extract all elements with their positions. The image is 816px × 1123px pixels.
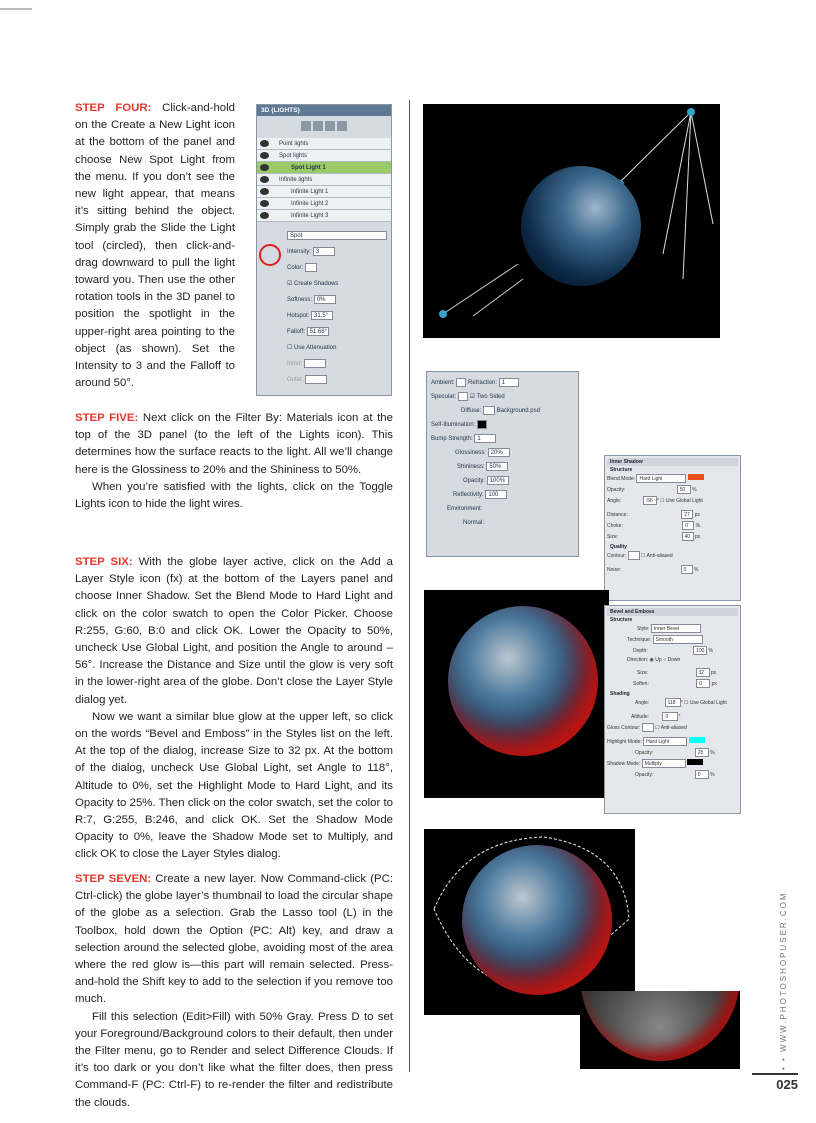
globe: [521, 166, 641, 286]
self-illum-swatch[interactable]: [477, 420, 487, 429]
bevel-title: Bevel and Emboss: [607, 608, 738, 616]
shadow-mode-select[interactable]: Multiply: [642, 759, 686, 768]
falloff-field[interactable]: 51.68°: [307, 327, 329, 336]
step-four-text: Click-and-hold on the Create a New Light icon at the bottom of the panel and choose New Spot Light from the menu. If you don’t see the new light appear, that means it’s sitting behind the object. Simply grab the Slide the Light tool (circled), then click-and-drag downward to pull the light toward you. Then use the other rotation tools in the 3D panel to position the spotlight in the upper-right area pointing to the object (as shown). Set the Intensity to 3 and the Falloff to around 50°.: [75, 102, 235, 390]
shadow-color-swatch[interactable]: [687, 759, 703, 765]
step-five: [75, 410, 393, 513]
step-seven-head: STEP SEVEN:: [75, 873, 152, 885]
ambient-swatch[interactable]: [456, 378, 466, 387]
step-seven: [75, 871, 393, 1112]
light-row[interactable]: Infinite Light 3: [257, 210, 391, 222]
materials-filter-icon[interactable]: [325, 121, 335, 131]
inner-shadow-title: Inner Shadow: [607, 458, 738, 466]
blend-mode-select[interactable]: Hard Light: [636, 474, 686, 483]
gloss-contour-picker[interactable]: [642, 723, 654, 732]
step-six: [75, 554, 393, 864]
light-row-selected[interactable]: Spot Light 1: [257, 162, 391, 174]
step-five-text: Next click on the Filter By: Materials icon at the top of the 3D panel (to the left of the Lights icon). This determines how the surface reacts to the light. All we’ll change here is the Glossiness to 20% and the Shininess to 50%.: [75, 412, 393, 476]
bevel-style-select[interactable]: Inner Bevel: [651, 624, 701, 633]
globe: [462, 845, 612, 995]
inner-opacity-field[interactable]: 50: [677, 485, 691, 494]
intensity-field[interactable]: 3: [313, 247, 335, 256]
depth-field[interactable]: 100: [693, 646, 707, 655]
bevel-emboss-dialog: Bevel and Emboss Structure Style: Inner Bevel Technique: Smooth Depth: 100 % Direction: ◉ Up ○ Down Size: 32 px Soften: 0 px Shading Angle: 118 ° ☐ Use Global Light Altitude: 0 ° Gloss Contour: ☐ Anti-aliased Highlight Mode: Hard Light Opacity: 25 % Shadow Mode: Multiply Opacity: 0 %: [604, 605, 741, 814]
highlight-mode-select[interactable]: Hard Light: [643, 737, 687, 746]
light-row[interactable]: Spot lights: [257, 150, 391, 162]
hotspot-field[interactable]: 31.5°: [311, 311, 333, 320]
selection-globe-image: [424, 829, 635, 1015]
create-shadows-checkbox[interactable]: Create Shadows: [294, 281, 339, 287]
light-color-swatch[interactable]: [305, 263, 317, 272]
eye-icon[interactable]: [260, 140, 269, 147]
lights-panel: [256, 104, 392, 396]
step-five-p2: When you’re satisfied with the lights, click on the Toggle Lights icon to hide the light wires.: [75, 480, 393, 511]
column-divider: [409, 100, 410, 1072]
globe: [448, 606, 598, 756]
contour-picker[interactable]: [628, 551, 640, 560]
inner-shadow-dialog: Inner Shadow Structure Blend Mode: Hard Light Opacity: 50 % Angle: -56 ° ☐ Use Global Light Distance: 27 px Choke: 0 % Size: 40 px Quality Contour: ☐ Anti-aliased Noise: 0 %: [604, 455, 741, 601]
specular-swatch[interactable]: [458, 392, 468, 401]
step-seven-text: Create a new layer. Now Command-click (PC: Ctrl-click) the globe layer’s thumbnail to load the circular shape of the globe as a selection. Grab the Lasso tool (L) in the Toolbox, hold down the Option (PC: Alt) key, and draw a selection around the selected globe, avoiding most of the area where the red glow is—this part will remain selected. Press-and-hold the Shift key to add to the selection if you remove too much.: [75, 873, 393, 1006]
inner-choke-field[interactable]: 0: [682, 521, 694, 530]
clouds-globe-image: [580, 991, 740, 1069]
diffuse-swatch[interactable]: [483, 406, 495, 415]
page-number: 025: [752, 1073, 798, 1092]
lights-filter-icon[interactable]: [337, 121, 347, 131]
highlight-opacity-field[interactable]: 25: [695, 748, 709, 757]
top-rule: [0, 8, 32, 10]
step-six-p2: Now we want a similar blue glow at the upper left, so click on the words “Bevel and Emboss” in the Styles list on the left. At the top of the dialog, increase Size to 32 px. At the bottom of the dialog, uncheck Use Global Light, set Angle to 118°, Altitude to 0%, set the Highlight Mode to Hard Light, and its Opacity to 25%. Then click on the color swatch, set the color to R:7, G:255, B:246, and click OK. Set the Shadow Mode Opacity to 0%, leave the Shadow Mode set to Multiply, and click OK to close the Layer Styles dialog.: [75, 710, 393, 861]
shininess-field[interactable]: 50%: [486, 462, 508, 471]
bevel-size-field[interactable]: 32: [696, 668, 710, 677]
eye-icon[interactable]: [260, 212, 269, 219]
filter-toolbar: [257, 116, 391, 138]
light-row[interactable]: Point lights: [257, 138, 391, 150]
step-six-text: With the globe layer active, click on the Add a Layer Style icon (fx) at the bottom of the Layers panel and choose Inner Shadow. Set the Blend Mode to Hard Light and click on the color swatch to open the Color Picker. Choose R:255, G:60, B:0 and click OK. Lower the Opacity to 50%, uncheck Use Global Light, and position the Angle to around –56°. Increase the Distance and Size until the glow is very soft in the lower-right area of the globe. Don’t close the Layer Style dialog yet.: [75, 556, 393, 706]
shadow-opacity-field[interactable]: 0: [695, 770, 709, 779]
direction-down-radio[interactable]: Down: [667, 657, 681, 663]
eye-icon[interactable]: [260, 200, 269, 207]
light-preset-select[interactable]: Spot: [287, 231, 387, 240]
inner-field[interactable]: [304, 359, 326, 368]
technique-select[interactable]: Smooth: [653, 635, 703, 644]
two-sided-checkbox[interactable]: Two Sided: [476, 394, 505, 400]
slide-light-tool-circle[interactable]: [259, 244, 281, 266]
eye-icon[interactable]: [260, 164, 269, 171]
step-five-head: STEP FIVE:: [75, 412, 139, 424]
inner-angle-field[interactable]: -56: [643, 496, 657, 505]
inner-global-light-checkbox[interactable]: Use Global Light: [665, 497, 703, 504]
outer-field[interactable]: [305, 375, 327, 384]
bevel-angle-field[interactable]: 118: [665, 698, 681, 707]
altitude-field[interactable]: 0: [662, 712, 678, 721]
mesh-filter-icon[interactable]: [313, 121, 323, 131]
globe: [580, 991, 740, 1061]
materials-panel: Ambient: Refraction: 1 Specular: ☑ Two Sided Diffuse: Background.psd Self-Illumination: Bump Strength: 1 Glossiness: 20% Shininess: 50% Opacity: 100% Reflectivity: 100 Environment: Normal:: [426, 371, 579, 557]
reflectivity-field[interactable]: 100: [485, 490, 507, 499]
highlight-color-swatch[interactable]: [689, 737, 705, 743]
use-attenuation-checkbox[interactable]: Use Attenuation: [294, 345, 337, 351]
inner-shadow-color-swatch[interactable]: [688, 474, 704, 480]
soften-field[interactable]: 0: [696, 679, 710, 688]
spotlight-globe-image: [423, 104, 720, 338]
light-row[interactable]: Infinite Light 1: [257, 186, 391, 198]
refraction-field[interactable]: 1: [499, 378, 519, 387]
bevel-anti-aliased-checkbox[interactable]: Anti-aliased: [660, 724, 687, 731]
scene-filter-icon[interactable]: [301, 121, 311, 131]
inner-anti-aliased-checkbox[interactable]: Anti-aliased: [646, 552, 673, 559]
light-properties: Spot Intensity: 3 Color: ☑ Create Shadows Softness: 0% Hotspot: 31.5° Falloff: 51.68° ☐ Use Attenuation Inner: Outer:: [257, 222, 391, 372]
step-four-head: STEP FOUR:: [75, 102, 152, 114]
softness-field[interactable]: 0%: [314, 295, 336, 304]
direction-up-radio[interactable]: Up: [655, 657, 662, 663]
eye-icon[interactable]: [260, 176, 269, 183]
step-seven-p2: Fill this selection (Edit>Fill) with 50% Gray. Press D to set your Foreground/Background colors to their default, then under the Filter menu, go to Render and select Difference Clouds. If it’s too dark or you don’t like what the filter does, then press Command-F (PC: Ctrl-F) to re-render the filter and redistribute the clouds.: [75, 1010, 393, 1109]
step-four: [75, 100, 235, 392]
inner-distance-field[interactable]: 27: [681, 510, 693, 519]
red-glow-globe-image: [424, 590, 609, 798]
website-sidebar: • • WWW.PHOTOSHOPUSER.COM: [779, 891, 788, 1070]
bevel-global-light-checkbox[interactable]: Use Global Light: [689, 699, 727, 706]
inner-size-field[interactable]: 40: [682, 532, 694, 541]
glossiness-field[interactable]: 20%: [488, 448, 510, 457]
light-row[interactable]: Infinite Light 2: [257, 198, 391, 210]
lights-panel-title: 3D {LIGHTS}: [257, 105, 391, 116]
eye-icon[interactable]: [260, 152, 269, 159]
light-row[interactable]: Infinite lights: [257, 174, 391, 186]
step-six-head: STEP SIX:: [75, 556, 133, 568]
inner-noise-field[interactable]: 0: [681, 565, 693, 574]
bump-field[interactable]: 1: [474, 434, 496, 443]
eye-icon[interactable]: [260, 188, 269, 195]
opacity-field[interactable]: 100%: [487, 476, 509, 485]
